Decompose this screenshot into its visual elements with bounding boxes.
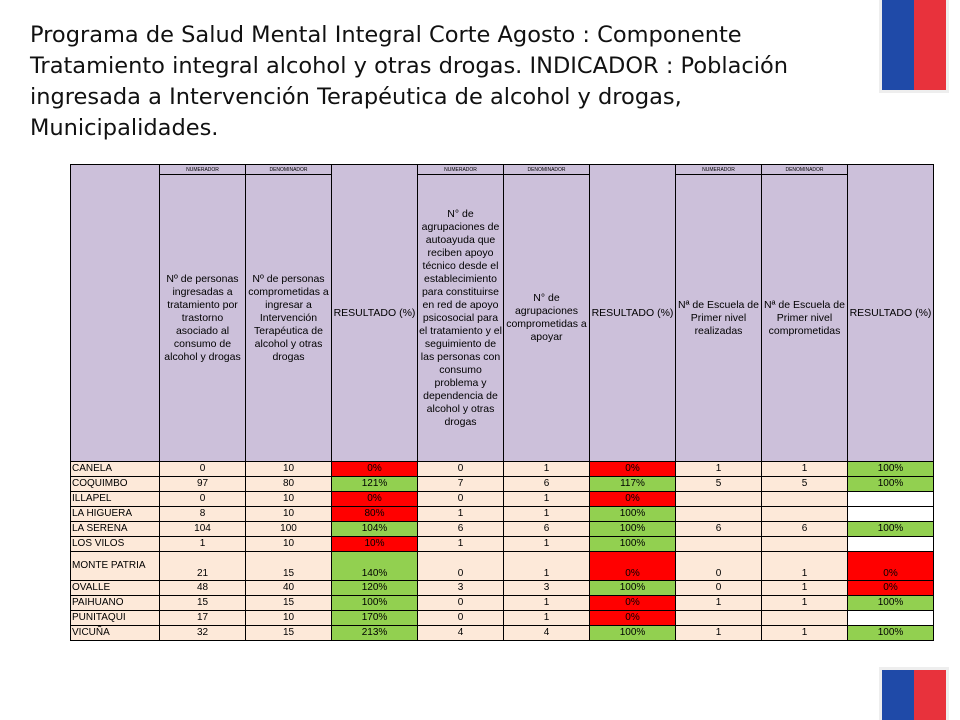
denominador-2-cell: 1 (504, 507, 590, 522)
numerador-1-cell: 0 (160, 492, 246, 507)
label-denominador-2: DENOMINADOR (504, 165, 590, 175)
resultado-3-cell: 0% (848, 552, 934, 581)
resultado-3-cell: 100% (848, 477, 934, 492)
numerador-2-cell: 1 (418, 537, 504, 552)
resultado-3-cell: 100% (848, 522, 934, 537)
denominador-1-cell: 10 (246, 492, 332, 507)
denominador-3-cell: 1 (762, 626, 848, 641)
numerador-1-cell: 97 (160, 477, 246, 492)
numerador-2-cell: 0 (418, 552, 504, 581)
denominador-2-cell: 6 (504, 522, 590, 537)
resultado-1-cell: 10% (332, 537, 418, 552)
flag-blue-stripe (882, 0, 914, 90)
header-agrupaciones-comprometidas: N° de agrupaciones comprometidas a apoyar (504, 175, 590, 462)
commune-name-cell: PUNITAQUI (71, 611, 160, 626)
numerador-3-cell: 1 (676, 462, 762, 477)
flag-red-stripe (914, 0, 946, 90)
table-row (71, 477, 934, 492)
resultado-3-cell (848, 507, 934, 522)
denominador-3-cell: 1 (762, 596, 848, 611)
resultado-2-cell: 0% (590, 552, 676, 581)
denominador-1-cell: 10 (246, 611, 332, 626)
resultado-2-cell: 0% (590, 492, 676, 507)
denominador-1-cell: 15 (246, 626, 332, 641)
denominador-3-cell (762, 537, 848, 552)
indicator-table (70, 164, 934, 641)
numerador-3-cell (676, 537, 762, 552)
denominador-1-cell: 80 (246, 477, 332, 492)
numerador-3-cell: 5 (676, 477, 762, 492)
resultado-3-cell: 100% (848, 462, 934, 477)
resultado-2-cell: 100% (590, 537, 676, 552)
denominador-3-cell: 1 (762, 552, 848, 581)
table-row (71, 552, 934, 581)
label-numerador-1: NUMERADOR (160, 165, 246, 175)
table-row (71, 492, 934, 507)
table-row (71, 522, 934, 537)
header-resultado-1: RESULTADO (%) (332, 165, 418, 462)
header-personas-comprometidas: Nº de personas comprometidas a ingresar a Intervención Terapéutica de alcohol y otras drogas (246, 175, 332, 462)
numerador-3-cell (676, 492, 762, 507)
denominador-3-cell (762, 611, 848, 626)
denominador-1-cell: 10 (246, 507, 332, 522)
denominador-2-cell: 1 (504, 596, 590, 611)
numerador-1-cell: 1 (160, 537, 246, 552)
resultado-2-cell: 117% (590, 477, 676, 492)
resultado-1-cell: 104% (332, 522, 418, 537)
header-personas-ingresadas: Nº de personas ingresadas a tratamiento por trastorno asociado al consumo de alcohol y drogas (160, 175, 246, 462)
table-row (71, 462, 934, 477)
denominador-1-cell: 40 (246, 581, 332, 596)
table-row (71, 507, 934, 522)
numerador-2-cell: 6 (418, 522, 504, 537)
numerador-1-cell: 104 (160, 522, 246, 537)
header-agrupaciones-apoyo: N° de agrupaciones de autoayuda que reciben apoyo técnico desde el establecimiento para constituirse en red de apoyo psicosocial para el tratamiento y el seguimiento de las personas con consumo problema y dependencia de alcohol y otras drogas (418, 175, 504, 462)
header-row-small (71, 165, 934, 175)
numerador-2-cell: 0 (418, 492, 504, 507)
resultado-2-cell: 0% (590, 462, 676, 477)
resultado-2-cell: 100% (590, 581, 676, 596)
denominador-1-cell: 15 (246, 552, 332, 581)
commune-name-cell: PAIHUANO (71, 596, 160, 611)
denominador-2-cell: 4 (504, 626, 590, 641)
numerador-3-cell (676, 507, 762, 522)
commune-name-cell: ILLAPEL (71, 492, 160, 507)
numerador-1-cell: 17 (160, 611, 246, 626)
header-resultado-3: RESULTADO (%) (848, 165, 934, 462)
header-resultado-2: RESULTADO (%) (590, 165, 676, 462)
numerador-2-cell: 7 (418, 477, 504, 492)
numerador-2-cell: 3 (418, 581, 504, 596)
commune-name-cell: OVALLE (71, 581, 160, 596)
table-row (71, 626, 934, 641)
numerador-3-cell: 1 (676, 626, 762, 641)
chile-flag-logo-bottom (882, 670, 946, 720)
denominador-1-cell: 10 (246, 462, 332, 477)
denominador-3-cell: 1 (762, 462, 848, 477)
numerador-1-cell: 0 (160, 462, 246, 477)
resultado-3-cell (848, 611, 934, 626)
label-denominador-1: DENOMINADOR (246, 165, 332, 175)
resultado-1-cell: 170% (332, 611, 418, 626)
label-numerador-3: NUMERADOR (676, 165, 762, 175)
resultado-2-cell: 0% (590, 596, 676, 611)
header-escuelas-realizadas: Nª de Escuela de Primer nivel realizadas (676, 175, 762, 462)
numerador-1-cell: 8 (160, 507, 246, 522)
slide-title: Programa de Salud Mental Integral Corte Agosto : Componente Tratamiento integral alcohol y otras drogas. INDICADOR : Población ingresada a Intervención Terapéutica de alcohol y drogas, Municipalidades. (30, 22, 789, 141)
denominador-2-cell: 3 (504, 581, 590, 596)
denominador-1-cell: 100 (246, 522, 332, 537)
numerador-3-cell: 0 (676, 552, 762, 581)
header-escuelas-comprometidas: Nª de Escuela de Primer nivel comprometidas (762, 175, 848, 462)
table-row (71, 581, 934, 596)
commune-name-cell: LA SERENA (71, 522, 160, 537)
numerador-3-cell (676, 611, 762, 626)
resultado-1-cell: 213% (332, 626, 418, 641)
flag-blue-stripe (882, 670, 914, 720)
denominador-2-cell: 1 (504, 552, 590, 581)
numerador-1-cell: 21 (160, 552, 246, 581)
header-row-main (71, 175, 934, 462)
resultado-2-cell: 100% (590, 626, 676, 641)
commune-name-cell: MONTE PATRIA (71, 552, 160, 581)
table-row (71, 537, 934, 552)
chile-flag-logo-top (882, 0, 946, 90)
denominador-1-cell: 15 (246, 596, 332, 611)
resultado-3-cell (848, 492, 934, 507)
denominador-2-cell: 1 (504, 492, 590, 507)
numerador-3-cell: 6 (676, 522, 762, 537)
denominador-3-cell (762, 492, 848, 507)
resultado-2-cell: 0% (590, 611, 676, 626)
numerador-2-cell: 0 (418, 611, 504, 626)
resultado-1-cell: 140% (332, 552, 418, 581)
resultado-1-cell: 100% (332, 596, 418, 611)
denominador-3-cell (762, 507, 848, 522)
numerador-1-cell: 15 (160, 596, 246, 611)
denominador-2-cell: 1 (504, 462, 590, 477)
label-denominador-3: DENOMINADOR (762, 165, 848, 175)
numerador-1-cell: 48 (160, 581, 246, 596)
resultado-2-cell: 100% (590, 522, 676, 537)
denominador-2-cell: 1 (504, 537, 590, 552)
table-row (71, 611, 934, 626)
denominador-2-cell: 1 (504, 611, 590, 626)
flag-red-stripe (914, 670, 946, 720)
commune-name-cell: VICUÑA (71, 626, 160, 641)
denominador-2-cell: 6 (504, 477, 590, 492)
commune-name-cell: CANELA (71, 462, 160, 477)
label-numerador-2: NUMERADOR (418, 165, 504, 175)
resultado-1-cell: 0% (332, 492, 418, 507)
resultado-3-cell: 0% (848, 581, 934, 596)
resultado-1-cell: 80% (332, 507, 418, 522)
numerador-2-cell: 0 (418, 596, 504, 611)
numerador-1-cell: 32 (160, 626, 246, 641)
denominador-3-cell: 1 (762, 581, 848, 596)
numerador-3-cell: 1 (676, 596, 762, 611)
table-body (71, 462, 934, 641)
numerador-2-cell: 0 (418, 462, 504, 477)
resultado-3-cell: 100% (848, 626, 934, 641)
commune-name-cell: LOS VILOS (71, 537, 160, 552)
numerador-2-cell: 4 (418, 626, 504, 641)
corner-cell (71, 165, 160, 462)
denominador-1-cell: 10 (246, 537, 332, 552)
resultado-3-cell: 100% (848, 596, 934, 611)
numerador-3-cell: 0 (676, 581, 762, 596)
resultado-3-cell (848, 537, 934, 552)
resultado-1-cell: 0% (332, 462, 418, 477)
commune-name-cell: LA HIGUERA (71, 507, 160, 522)
resultado-2-cell: 100% (590, 507, 676, 522)
resultado-1-cell: 121% (332, 477, 418, 492)
numerador-2-cell: 1 (418, 507, 504, 522)
denominador-3-cell: 5 (762, 477, 848, 492)
resultado-1-cell: 120% (332, 581, 418, 596)
table-row (71, 596, 934, 611)
denominador-3-cell: 6 (762, 522, 848, 537)
commune-name-cell: COQUIMBO (71, 477, 160, 492)
